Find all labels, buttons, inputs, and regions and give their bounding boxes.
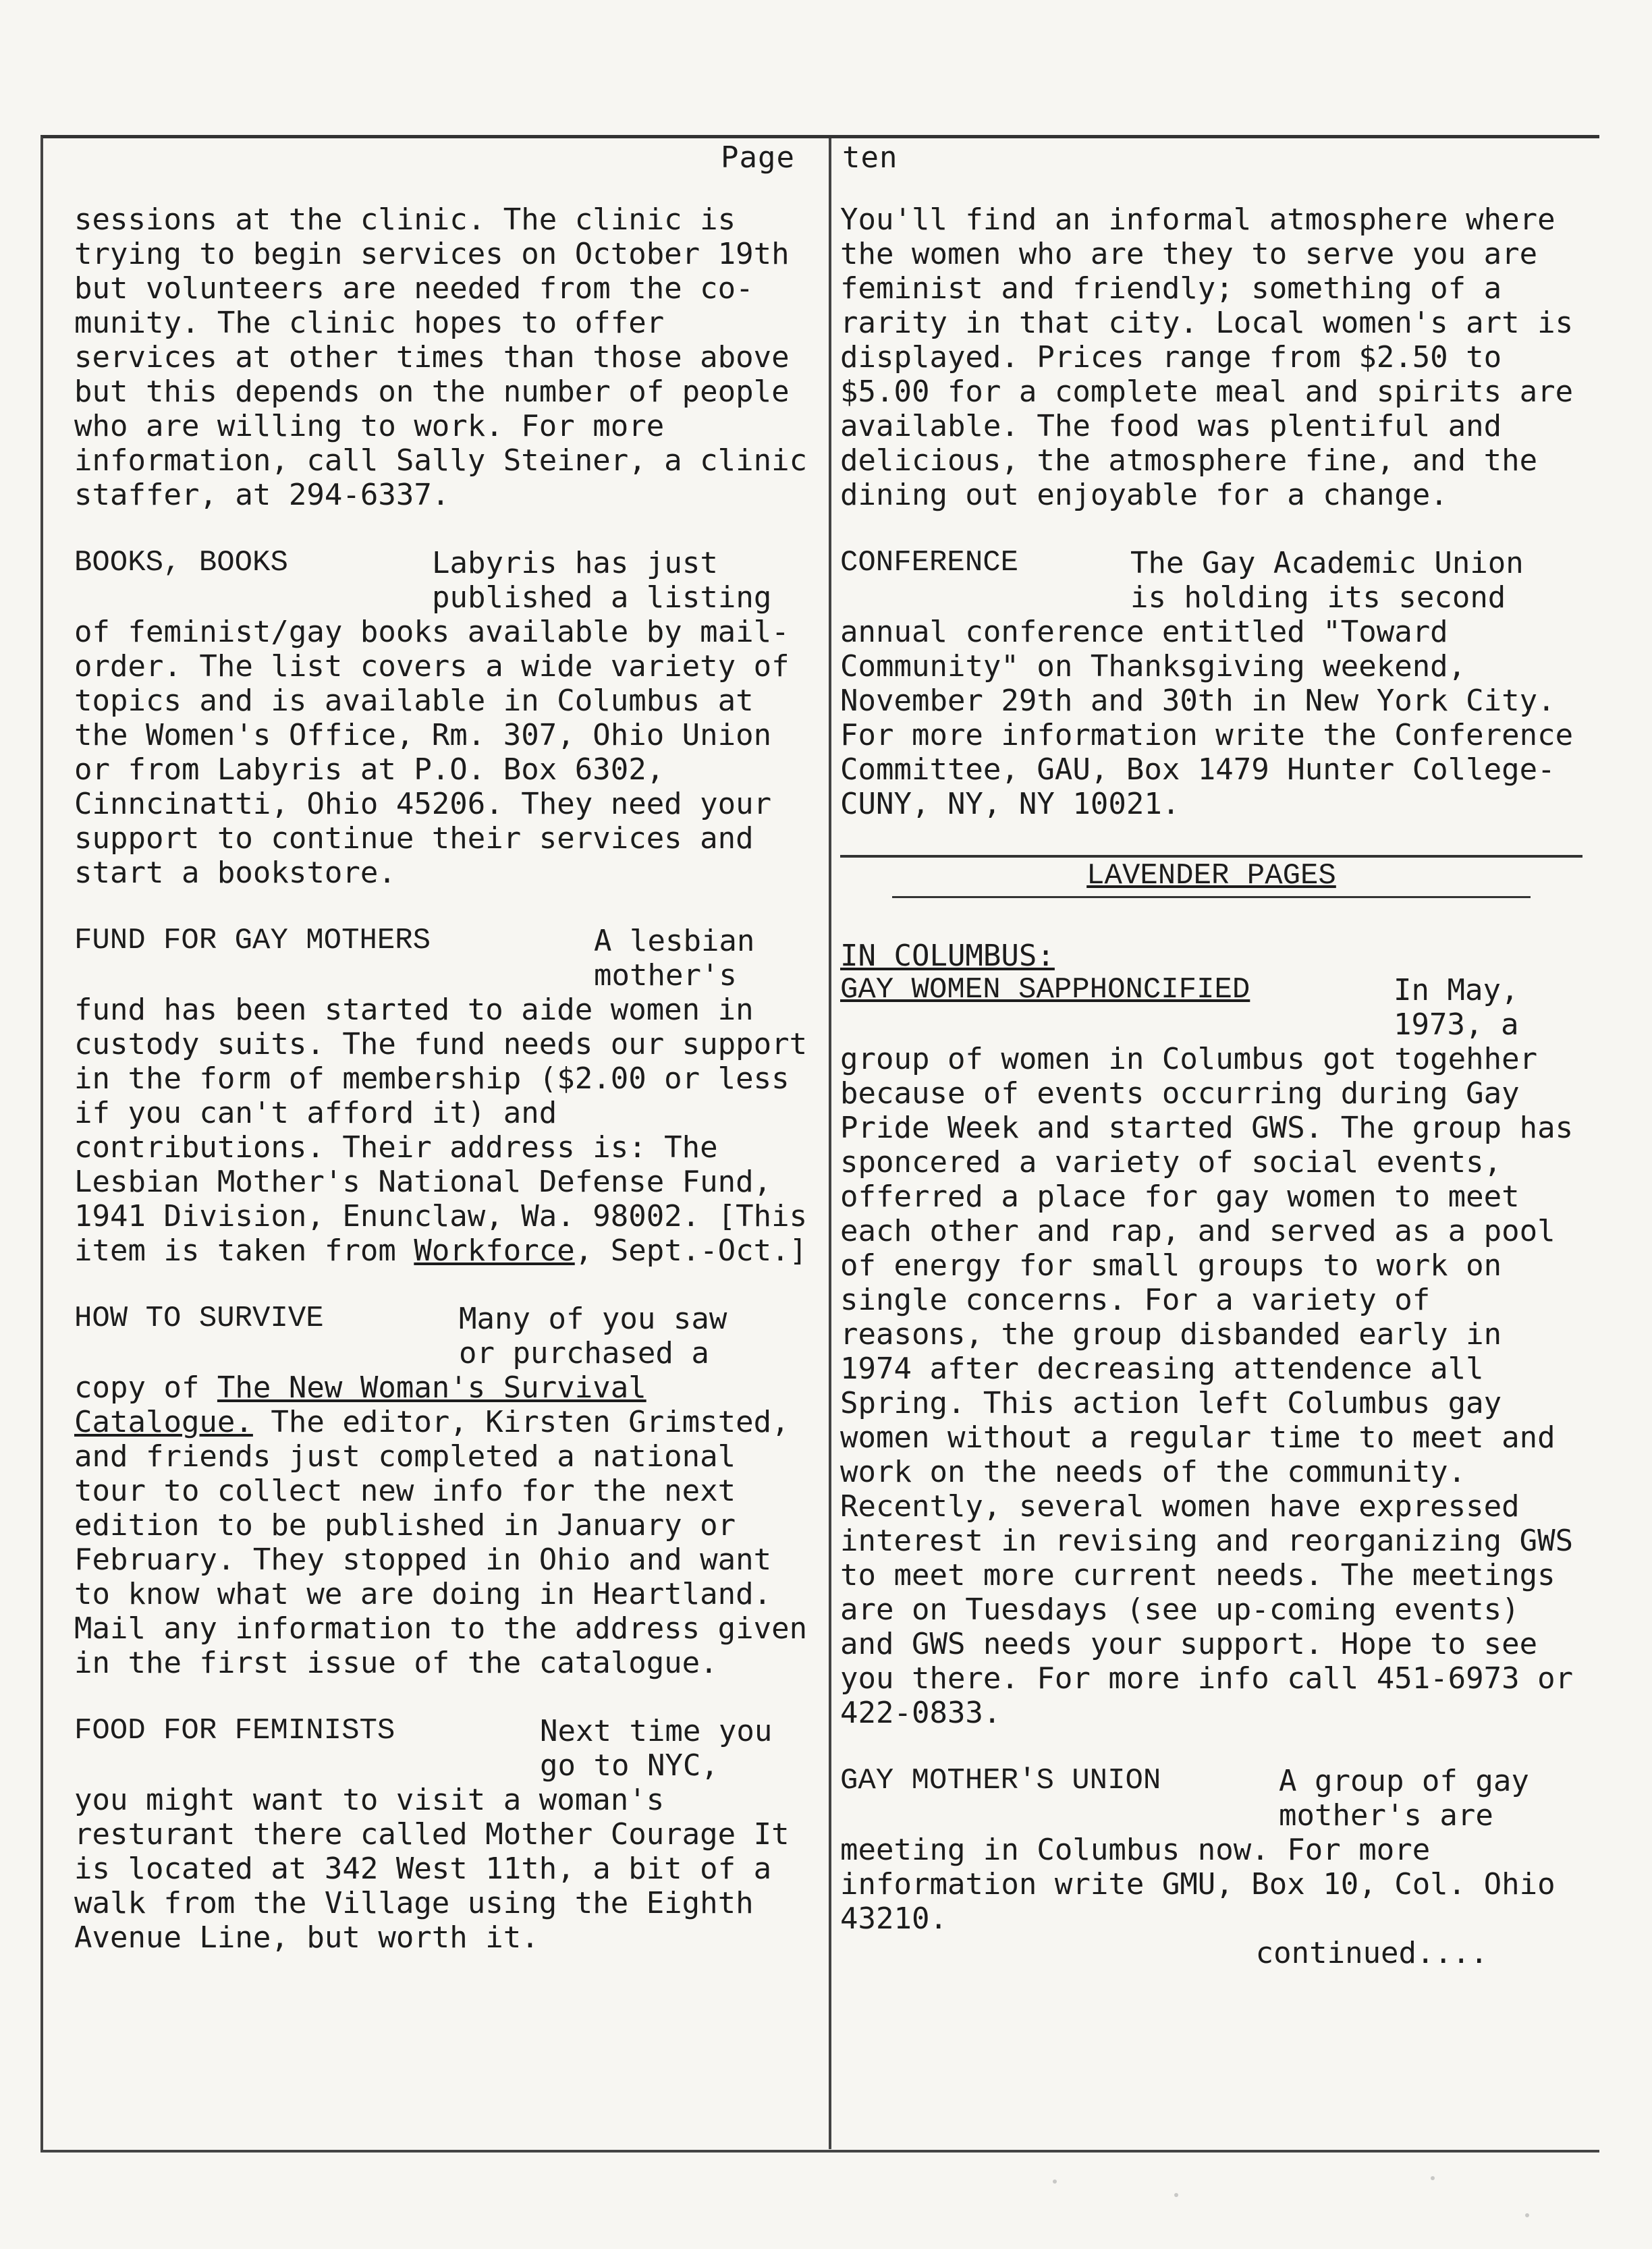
page-number: ten xyxy=(842,140,898,175)
article-intro: Next time you go to NYC, xyxy=(540,1714,773,1783)
article-body: meeting in Columbus now. For more information write GMU, Box 10, Col. Ohio 43210. xyxy=(840,1833,1555,1936)
article-title: FOOD FOR FEMINISTS xyxy=(74,1714,395,1748)
body-text: fund has been started to aide women in custody suits. The fund needs our support in the form of membership ($2.00 or less if you can't afford it) and contributions. Their address is: The Lesbian Mother's National Defense Fund, 1941 Division, Enunclaw, Wa. 98002. [This item is taken from xyxy=(74,993,808,1268)
body-text: copy of xyxy=(74,1370,217,1405)
article-title: CONFERENCE xyxy=(840,546,1019,580)
scan-speck xyxy=(1053,2179,1057,2184)
body-text: The editor, Kirsten Grimsted, and friends just completed a national tour to collect new info for the next edition to be published in January or February. They stopped in Ohio and want to know what we are doing in Heartland. Mail any information to the address given in the first issue of the catalogue. xyxy=(74,1405,808,1680)
food-article xyxy=(74,1714,820,1955)
left-column xyxy=(74,202,820,1989)
article-body xyxy=(74,993,820,1268)
union-article xyxy=(840,1764,1582,1936)
article-body: of feminist/gay books available by mail-order. The list covers a wide variety of topics and is available in Columbus at the Women's Office, Rm. 307, Ohio Union or from Labyris at P.O. Box 6302, Cinncinatti, Ohio 45206. They need your support to continue their services and start a bookstore. xyxy=(74,615,790,890)
article-title: FUND FOR GAY MOTHERS xyxy=(74,924,431,957)
conference-article xyxy=(840,546,1582,821)
scan-speck xyxy=(1431,2176,1435,2180)
publication-title: The New Woman's Survival Catalogue. xyxy=(74,1370,646,1439)
lavender-pages-heading: LAVENDER PAGES xyxy=(1086,859,1336,893)
article-body: group of women in Columbus got togehher because of events occurring during Gay Pride Week and started GWS. The group has sponcered a variety of social events, offerred a place for gay women to meet each other and rap, and served as a pool of energy for small groups to work on single concerns. For a variety of reasons, the group disbanded early in 1974 after decreasing attendence all Spring. This action left Columbus gay women without a regular time to meet and work on the needs of the community. Recently, several women have expressed interest in revising and reorganizing GWS to meet more current needs. The meetings are on Tuesdays (see up-coming events) and GWS needs your support. Hope to see you there. For more info call 451-6973 or 422-0833. xyxy=(840,1042,1574,1730)
restaurant-paragraph: You'll find an informal atmosphere where the women who are they to serve you are feminist and friendly; something of a rarity in that city. Local women's art is displayed. Prices range from $2.50 to $5.00 for a complete meal and spirits are available. The food was plentiful and delicious, the atmosphere fine, and the dining out enjoyable for a change. xyxy=(840,202,1574,512)
page-label: Page xyxy=(721,140,795,175)
article-body xyxy=(74,1370,820,1680)
article-intro: The Gay Academic Union is holding its second xyxy=(1130,546,1524,615)
clinic-paragraph: sessions at the clinic. The clinic is trying to begin services on October 19th but volunteers are needed from the co-munity. The clinic hopes to offer services at other times than those above but this depends on the number of people who are willing to work. For more information, call Sally Steiner, a clinic staffer, at 294-6337. xyxy=(74,202,808,512)
article-title: HOW TO SURVIVE xyxy=(74,1302,324,1335)
column-divider xyxy=(829,138,831,2149)
gws-article xyxy=(840,939,1582,1730)
article-body: annual conference entitled "Toward Community" on Thanksgiving weekend, November 29th and 30th in New York City. For more information write the Conference Committee, GAU, Box 1479 Hunter College-CUNY, NY, NY 10021. xyxy=(840,615,1574,821)
article-body: you might want to visit a woman's resturant there called Mother Courage It is located at 342 West 11th, a bit of a walk from the Village using the Eighth Avenue Line, but worth it. xyxy=(74,1783,790,1955)
body-text: , Sept.-Oct.] xyxy=(574,1233,808,1268)
article-intro: In May, 1973, a xyxy=(1394,973,1519,1042)
fund-article xyxy=(74,924,820,1268)
continued-note: continued.... xyxy=(1255,1936,1488,1970)
article-intro: Labyris has just published a listing xyxy=(432,546,772,615)
right-column xyxy=(840,202,1582,1970)
location-label: IN COLUMBUS: xyxy=(840,939,1055,973)
article-intro: A lesbian mother's xyxy=(594,924,755,993)
books-article xyxy=(74,546,820,890)
article-title: GAY MOTHER'S UNION xyxy=(840,1764,1161,1798)
scan-speck xyxy=(1174,2193,1178,2197)
article-intro: Many of you saw or purchased a xyxy=(459,1302,727,1370)
publication-title: Workforce xyxy=(414,1233,575,1268)
scan-speck xyxy=(1525,2213,1529,2217)
article-title: BOOKS, BOOKS xyxy=(74,546,288,580)
section-rule xyxy=(892,896,1531,898)
article-title: GAY WOMEN SAPPHONCIFIED xyxy=(840,973,1250,1007)
survive-article xyxy=(74,1302,820,1680)
article-intro: A group of gay mother's are xyxy=(1279,1764,1529,1833)
